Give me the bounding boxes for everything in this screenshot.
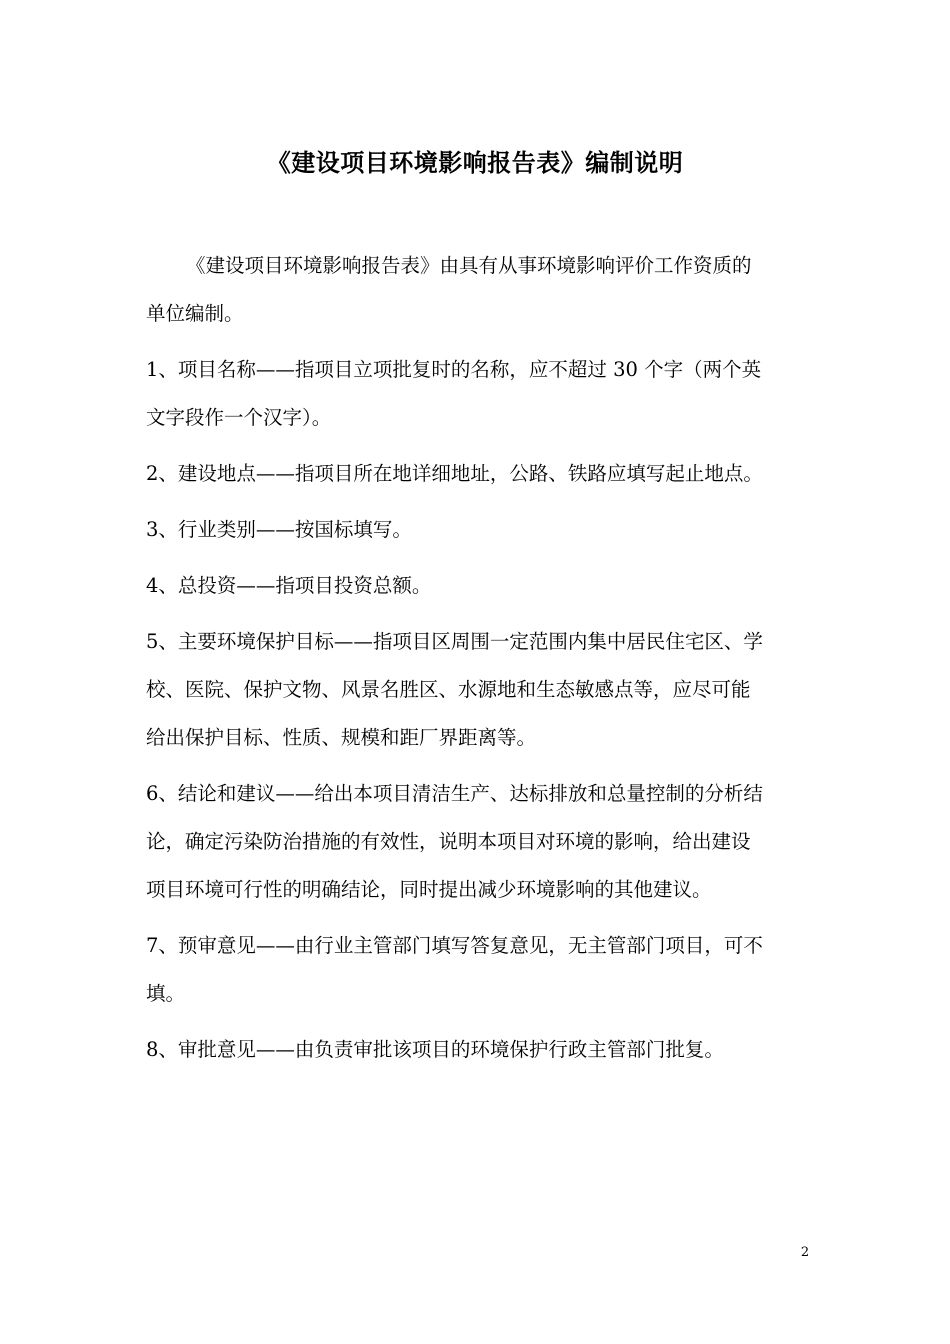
item-industry-category: 3、行业类别——按国标填写。 (146, 518, 412, 541)
intro-paragraph: 《建设项目环境影响报告表》由具有从事环境影响评价工作资质的单位编制。 (146, 254, 752, 325)
item-total-investment: 4、总投资——指项目投资总额。 (146, 574, 432, 597)
item-approval-opinion: 8、审批意见——由负责审批该项目的环境保护行政主管部门批复。 (146, 1038, 724, 1061)
item-preliminary-review: 7、预审意见——由行业主管部门填写答复意见，无主管部门项目，可不填。 (146, 934, 763, 1005)
item-protection-targets: 5、主要环境保护目标——指项目区周围一定范围内集中居民住宅区、学校、医院、保护文物、风景名胜区、水源地和生态敏感点等，应尽可能给出保护目标、性质、规模和距厂界距离等。 (146, 630, 763, 749)
item-conclusions: 6、结论和建议——给出本项目清洁生产、达标排放和总量控制的分析结论，确定污染防治措施的有效性，说明本项目对环境的影响，给出建设项目环境可行性的明确结论，同时提出减少环境影响的其他建议。 (146, 782, 763, 901)
item-construction-site: 2、建设地点——指项目所在地详细地址，公路、铁路应填写起止地点。 (146, 462, 763, 485)
document-body (146, 242, 766, 1082)
item-project-name: 1、项目名称——指项目立项批复时的名称，应不超过 30 个字（两个英文字段作一个汉字）。 (146, 358, 762, 429)
page-number: 2 (800, 1245, 810, 1260)
document-title: 《建设项目环境影响报告表》编制说明 (266, 148, 684, 177)
